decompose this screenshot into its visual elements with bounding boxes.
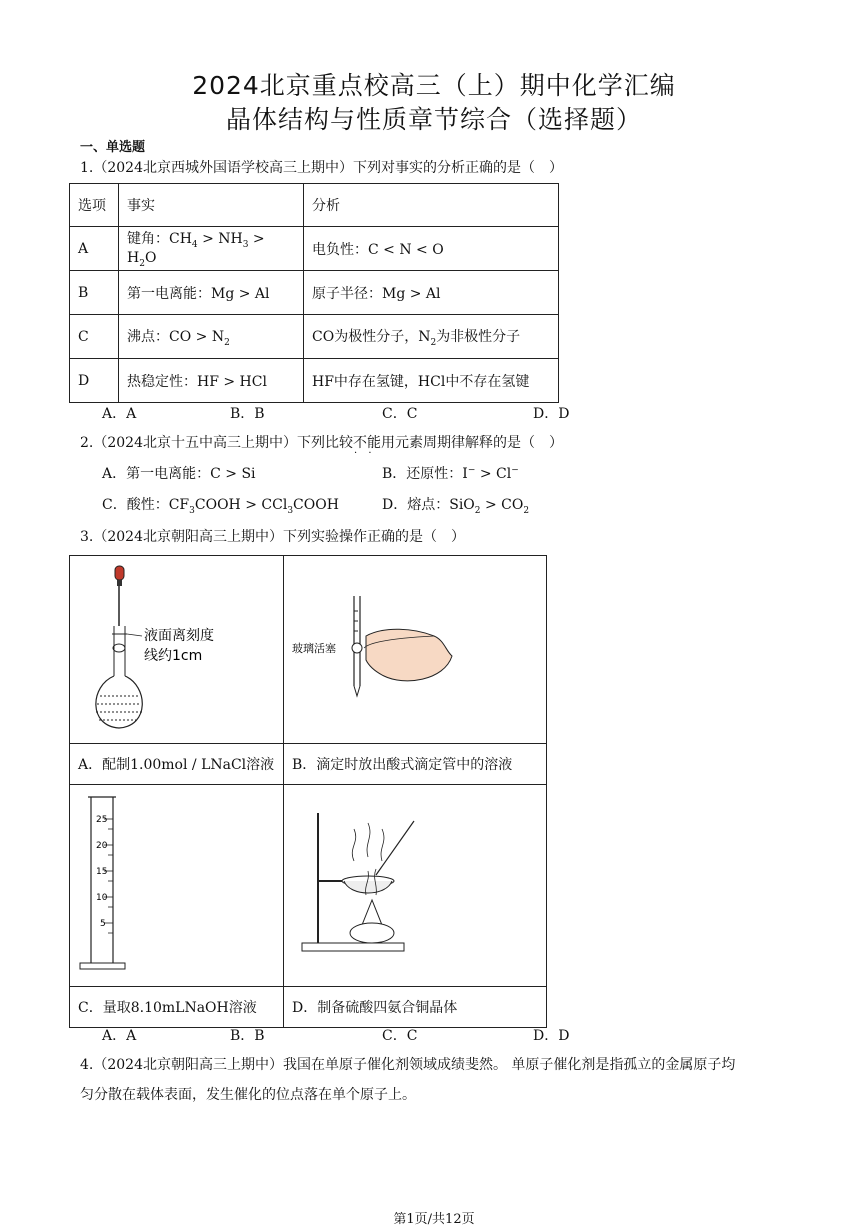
- burette-hand-figure: [284, 556, 546, 739]
- q2-stem-part-b: 用元素周期律解释的是（ ）: [381, 435, 563, 451]
- q4-stem-line2: 匀分散在载体表面，发生催化的位点落在单个原子上。: [80, 1087, 416, 1103]
- row-analysis: CO为极性分子，$N_2$为非极性分子: [304, 315, 559, 359]
- cylinder-tick-20: 20: [96, 841, 108, 851]
- q2-choice-c[interactable]: C．酸性：$CF_3COOH$ > CCl$_3$COOH: [102, 497, 339, 516]
- q1-choice-c[interactable]: C．C: [382, 406, 418, 422]
- fact-label: 键角：: [127, 231, 169, 248]
- table-row: [70, 184, 559, 227]
- evaporation-setup-figure: [284, 785, 546, 982]
- q3-stem: 3.（2024北京朝阳高三上期中）下列实验操作正确的是（ ）: [80, 529, 465, 545]
- q3-choice-a[interactable]: A．A: [102, 1028, 137, 1044]
- q4-stem-line1: 4.（2024北京朝阳高三上期中）我国在单原子催化剂领域成绩斐然。 单原子催化剂是指孤立的金属原子均: [80, 1057, 736, 1073]
- fact-label: 热稳定性：: [127, 373, 197, 390]
- table-header-analysis: 分析: [304, 184, 559, 227]
- q2-choice-d-label: D．熔点：: [382, 497, 450, 513]
- fact-expr: Mg > Al: [211, 285, 270, 302]
- row-analysis: [304, 271, 559, 315]
- cylinder-tick-15: 15: [96, 867, 108, 877]
- q1-table: [69, 183, 559, 403]
- q3-choice-c[interactable]: C．C: [382, 1028, 418, 1044]
- table-row: [70, 271, 559, 315]
- page-title-line1: 2024北京重点校高三（上）期中化学汇编: [192, 71, 676, 100]
- section-heading: 一、单选题: [80, 140, 146, 155]
- cylinder-tick-25: 25: [96, 815, 108, 825]
- table-row: [70, 359, 559, 403]
- q3-figure-b-cell: [284, 556, 547, 744]
- q3-table: [69, 555, 547, 1028]
- table-row: [70, 227, 559, 271]
- analysis-expr: Mg > Al: [382, 285, 441, 302]
- figure-a-label-1: 液面离刻度: [144, 628, 214, 644]
- q2-choice-b[interactable]: B．还原性：I− > Cl−: [382, 465, 519, 482]
- row-option: D: [70, 359, 119, 403]
- q2-stem-part-a: 2.（2024北京十五中高三上期中）下列比较: [80, 435, 353, 451]
- q3-figure-a-cell: [70, 556, 284, 744]
- row-analysis: 电负性：C < N < O: [304, 227, 559, 271]
- row-fact: [119, 359, 304, 403]
- page-number: 第1页/共12页: [393, 1212, 475, 1227]
- fact-label: 第一电离能：: [127, 285, 211, 302]
- q2-choice-a[interactable]: [102, 463, 256, 483]
- analysis-label: 电负性：: [312, 241, 368, 258]
- q1-choice-d[interactable]: D．D: [533, 406, 570, 422]
- q1-stem: 1.（2024北京西城外国语学校高三上期中）下列对事实的分析正确的是（ ）: [80, 160, 563, 176]
- q2-stem-emphasis: 不能 · ·: [353, 435, 381, 451]
- figure-b-label: 玻璃活塞: [292, 642, 336, 655]
- q1-choice-a[interactable]: A．A: [102, 406, 137, 422]
- q2-stem: [80, 432, 563, 452]
- q2-choice-a-expr: C > Si: [210, 466, 256, 482]
- table-row: [70, 556, 547, 744]
- row-option: B: [70, 271, 119, 315]
- cylinder-tick-5: 5: [100, 919, 106, 929]
- page-title-line2: 晶体结构与性质章节综合（选择题）: [225, 105, 642, 134]
- q2-choice-c-label: C．酸性：: [102, 497, 169, 513]
- table-header-fact: 事实: [119, 184, 304, 227]
- row-option: C: [70, 315, 119, 359]
- q1-choice-b[interactable]: B．B: [230, 406, 265, 422]
- row-fact: [119, 271, 304, 315]
- fact-expr: HF > HCl: [197, 373, 267, 390]
- cylinder-tick-10: 10: [96, 893, 108, 903]
- q3-caption-c: C．量取8.10mLNaOH溶液: [70, 987, 284, 1028]
- q3-choice-d[interactable]: D．D: [533, 1028, 570, 1044]
- table-row: [70, 744, 547, 785]
- table-header-option: 选项: [70, 184, 119, 227]
- table-row: [70, 987, 547, 1028]
- row-option: A: [70, 227, 119, 271]
- q2-choice-b-label: B．还原性：: [382, 466, 463, 482]
- table-row: [70, 315, 559, 359]
- row-analysis: HF中存在氢键，HCl中不存在氢键: [304, 359, 559, 403]
- row-fact: 沸点：CO > $N_2$: [119, 315, 304, 359]
- q3-figure-c-cell: [70, 785, 284, 987]
- q2-choice-d[interactable]: D．熔点：$SiO_2 > CO_2$: [382, 497, 530, 516]
- q3-caption-d: D．制备硫酸四氨合铜晶体: [284, 987, 547, 1028]
- analysis-text1: CO为极性分子，: [312, 328, 419, 345]
- analysis-label: 原子半径：: [312, 285, 382, 302]
- q3-caption-b: B．滴定时放出酸式滴定管中的溶液: [284, 744, 547, 785]
- volumetric-flask-figure: [70, 556, 283, 739]
- analysis-text2: 为非极性分子: [436, 328, 521, 345]
- q2-choice-a-label: A．第一电离能：: [102, 466, 211, 482]
- q3-caption-a: A．配制1.00mol / LNaCl溶液: [70, 744, 284, 785]
- q3-figure-d-cell: [284, 785, 547, 987]
- table-row: [70, 785, 547, 987]
- graduated-cylinder-figure: [70, 785, 283, 982]
- fact-label: 沸点：: [127, 328, 169, 345]
- q3-choice-b[interactable]: B．B: [230, 1028, 265, 1044]
- row-fact: 键角：$CH_4 > NH_3 > H_2O$: [119, 227, 304, 271]
- figure-a-label-2: 线约1cm: [144, 648, 203, 664]
